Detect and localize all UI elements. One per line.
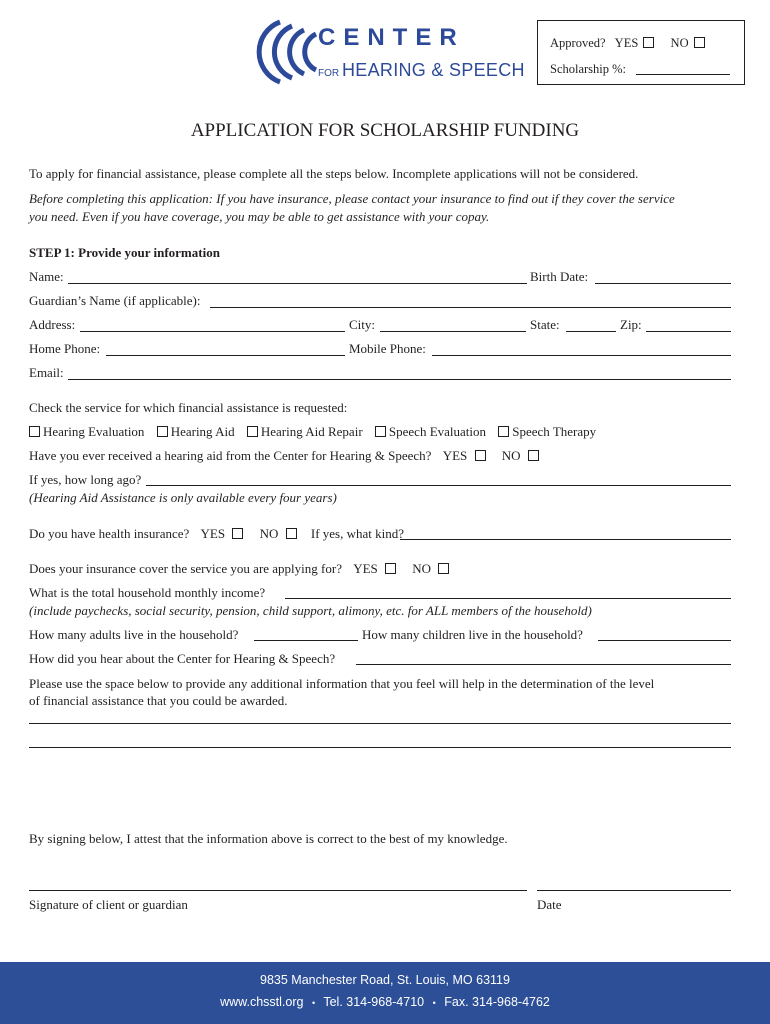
household-income-note: (include paychecks, social security, pension, child support, alimony, etc. for ALL members of the household): [29, 603, 592, 618]
state-label: State:: [530, 317, 560, 332]
insurance-cover-yes-checkbox[interactable]: [385, 563, 396, 574]
children-field[interactable]: [598, 640, 731, 641]
service-hearing-aid-repair[interactable]: [247, 424, 363, 440]
hear-about-field[interactable]: [356, 664, 731, 665]
mobile-phone-label: Mobile Phone:: [349, 341, 426, 356]
hearing-evaluation-label: Hearing Evaluation: [43, 424, 145, 439]
additional-info-field-line-1[interactable]: [29, 723, 731, 724]
address-field[interactable]: [80, 331, 345, 332]
signature-label: Signature of client or guardian: [29, 897, 188, 912]
zip-label: Zip:: [620, 317, 642, 332]
hearing-aid-received-no-label: NO: [501, 448, 521, 463]
health-insurance-row: [29, 526, 404, 542]
hearing-aid-note: (Hearing Aid Assistance is only available every four years): [29, 490, 337, 505]
birth-date-label: Birth Date:: [530, 269, 589, 284]
insurance-cover-question: Does your insurance cover the service you are applying for?: [29, 561, 342, 576]
approved-no-label: NO: [670, 36, 689, 50]
signature-field[interactable]: [29, 890, 527, 891]
scholarship-percent-label: Scholarship %:: [550, 62, 627, 76]
hearing-aid-repair-checkbox[interactable]: [247, 426, 258, 437]
health-insurance-yes-checkbox[interactable]: [232, 528, 243, 539]
health-insurance-yes-label: YES: [200, 526, 226, 541]
footer-website-link[interactable]: www.chsstl.org: [220, 995, 304, 1009]
city-field[interactable]: [380, 331, 526, 332]
hearing-aid-label: Hearing Aid: [170, 424, 235, 439]
insurance-kind-label: If yes, what kind?: [310, 526, 405, 541]
footer-address: 9835 Manchester Road, St. Louis, MO 63119: [260, 973, 510, 987]
service-options: [29, 424, 596, 440]
scholarship-percent-field[interactable]: [636, 74, 730, 75]
insurance-note-line-1: Before completing this application: If you have insurance, please contact your insurance to find out if they cover the service: [29, 191, 675, 206]
mobile-phone-field[interactable]: [432, 355, 731, 356]
footer-bar: [0, 962, 770, 1024]
approved-yes-checkbox[interactable]: [643, 37, 654, 48]
hearing-aid-received-yes-checkbox[interactable]: [475, 450, 486, 461]
date-field[interactable]: [537, 890, 731, 891]
household-income-field[interactable]: [285, 598, 731, 599]
footer-tel: Tel. 314-968-4710: [323, 995, 425, 1009]
how-long-label: If yes, how long ago?: [29, 472, 142, 487]
intro-text: To apply for financial assistance, please complete all the steps below. Incomplete applications will not be considered.: [29, 166, 639, 181]
health-insurance-no-checkbox[interactable]: [286, 528, 297, 539]
speech-evaluation-checkbox[interactable]: [375, 426, 386, 437]
hearing-aid-repair-label: Hearing Aid Repair: [260, 424, 363, 439]
birth-date-field[interactable]: [595, 283, 731, 284]
speech-evaluation-label: Speech Evaluation: [388, 424, 487, 439]
service-speech-therapy[interactable]: [498, 424, 596, 440]
insurance-cover-row: [29, 561, 452, 577]
service-hearing-aid[interactable]: [157, 424, 235, 440]
hearing-aid-received-question: Have you ever received a hearing aid from the Center for Hearing & Speech?: [29, 448, 432, 463]
footer-separator-2: •: [432, 998, 436, 1008]
adults-label: How many adults live in the household?: [29, 627, 239, 642]
service-speech-evaluation[interactable]: [375, 424, 486, 440]
footer-contact: [0, 995, 770, 1009]
home-phone-label: Home Phone:: [29, 341, 101, 356]
insurance-note-line-2: you need. Even if you have coverage, you may be able to get assistance with your copay.: [29, 209, 490, 224]
state-field[interactable]: [566, 331, 616, 332]
office-use-approval-box: [537, 20, 745, 85]
guardian-name-label: Guardian’s Name (if applicable):: [29, 293, 201, 308]
approved-yes-label: YES: [614, 36, 639, 50]
speech-therapy-checkbox[interactable]: [498, 426, 509, 437]
insurance-cover-yes-label: YES: [353, 561, 378, 576]
additional-info-line-1: Please use the space below to provide any additional information that you feel will help in the determination of the level: [29, 676, 655, 691]
approved-label: Approved?: [550, 36, 606, 50]
address-label: Address:: [29, 317, 76, 332]
approved-row: [550, 35, 708, 51]
home-phone-field[interactable]: [106, 355, 345, 356]
city-label: City:: [349, 317, 376, 332]
children-label: How many children live in the household?: [362, 627, 583, 642]
service-hearing-evaluation[interactable]: [29, 424, 144, 440]
logo-word-center: CENTER: [318, 24, 465, 51]
how-long-field[interactable]: [146, 485, 731, 486]
adults-field[interactable]: [254, 640, 358, 641]
health-insurance-question: Do you have health insurance?: [29, 526, 190, 541]
name-label: Name:: [29, 269, 64, 284]
footer-fax: Fax. 314-968-4762: [444, 995, 550, 1009]
approved-no-checkbox[interactable]: [694, 37, 705, 48]
logo-word-hearing-speech: HEARING & SPEECH: [342, 60, 525, 80]
hear-about-label: How did you hear about the Center for Hearing & Speech?: [29, 651, 336, 666]
hearing-aid-received-yes-label: YES: [442, 448, 468, 463]
health-insurance-no-label: NO: [259, 526, 279, 541]
additional-info-field-line-2[interactable]: [29, 747, 731, 748]
insurance-cover-no-label: NO: [412, 561, 432, 576]
zip-field[interactable]: [646, 331, 731, 332]
page-title: APPLICATION FOR SCHOLARSHIP FUNDING: [190, 120, 580, 141]
email-label: Email:: [29, 365, 64, 380]
hearing-aid-checkbox[interactable]: [157, 426, 168, 437]
logo-word-for: FOR: [318, 68, 340, 79]
guardian-name-field[interactable]: [210, 307, 731, 308]
name-field[interactable]: [68, 283, 527, 284]
service-prompt: Check the service for which financial assistance is requested:: [29, 400, 348, 415]
attest-statement: By signing below, I attest that the information above is correct to the best of my knowledge.: [29, 831, 508, 846]
household-income-label: What is the total household monthly income?: [29, 585, 266, 600]
date-label: Date: [537, 897, 562, 912]
insurance-cover-no-checkbox[interactable]: [438, 563, 449, 574]
insurance-kind-field[interactable]: [400, 539, 731, 540]
speech-therapy-label: Speech Therapy: [512, 424, 597, 439]
hearing-evaluation-checkbox[interactable]: [29, 426, 40, 437]
center-for-hearing-speech-logo: [246, 18, 531, 86]
sound-waves-logo-icon: [246, 18, 326, 86]
step1-heading: STEP 1: Provide your information: [29, 245, 220, 260]
additional-info-line-2: of financial assistance that you could be awarded.: [29, 693, 288, 708]
footer-separator-1: •: [311, 998, 316, 1008]
hearing-aid-received-row: [29, 448, 542, 464]
hearing-aid-received-no-checkbox[interactable]: [528, 450, 539, 461]
email-field[interactable]: [68, 379, 731, 380]
